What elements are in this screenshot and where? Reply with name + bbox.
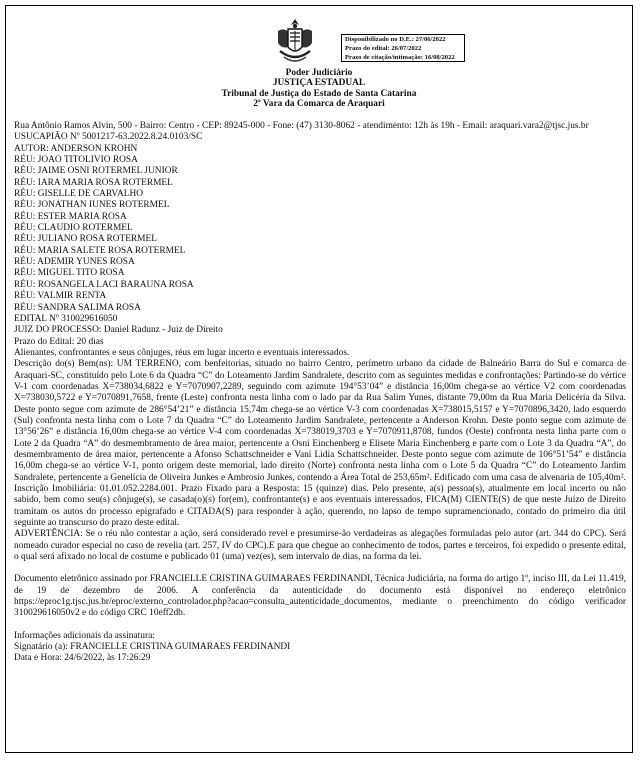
case-line: JUIZ DO PROCESSO: Daniel Radunz - Juiz de Direito bbox=[14, 325, 223, 336]
case-line: USUCAPIÃO Nº 5001217-63.2022.8.24.0103/SC bbox=[14, 132, 203, 143]
signature-datetime: Data e Hora: 24/6/2022, às 17:26:29 bbox=[14, 653, 151, 664]
case-line: RÉU: ADEMIR YUNES ROSA bbox=[14, 257, 135, 268]
edital-deadline: Prazo do edital: 26/07/2022 bbox=[345, 45, 422, 52]
case-line: AUTOR: ANDERSON KROHN bbox=[14, 143, 138, 154]
publication-date: Disponibilizado no D.E.: 27/06/2022 bbox=[345, 36, 446, 43]
property-description: Descrição do(s) Bem(ns): UM TERRENO, com benfeitorias, situado no bairro Centro, perímetro urbano da cidade de Balneário Barra do Sul e comarca de Araquari-SC, constituído pelo Lote 6 da Quadra “C” do Loteamento Jardim Sandralete, descrito com as seguintes medidas e confrontações: Partindo-se do vértice V-1 com coordenadas X=738034,6822 e Y=7070907,2289, seguindo com azimute 194°53’04” e distância 16,00m chega-se ao vértice V2 com coordenadas X=738030,5722 e Y=7070891,7658, frente (Leste) confronta nesta linha com o lado par da Rua Salim Yunes, distante 79,00m da Rua Maria Delicéria da Silva. Deste ponto segue com azimute de 286°54’21” e distância 15,74m chega-se ao vértice V-3 com coordenadas X=738015,5157 e Y=7070896,3420, lado esquerdo (Sul) confronta nesta linha com o Lote 7 da Quadra “C” do Loteamento Jardim Sandralete, pertencente a Anderson Krohn. Deste ponto segue com azimute de 13°56’26” e distância 16,00m chega-se ao vértice V-4 com coordenadas X=738019,3703 e Y=7070911,8708, fundos (Oeste) confronta nesta linha parte com o Lote 2 da Quadra “A” do desmembramento de área maior, pertencente a Osni Einchenberg e Elisete Maria Einchenberg e parte com o Lote 3 da Quadra “A”, do desmembramento de área maior, pertencente a Afonso Schattschneider e Vani Lidia Schattschneider. Deste ponto segue com azimute de 106°51’54” e distância 16,00m chega-se ao vértice V-1, ponto origem deste memorial, lado direito (Norte) confronta nesta linha com o Lote 5 da Quadra “C” do Loteamento Jardim Sandralete, pertencente a Genelícia de Oliveira Junkes e Ambrosio Junkes, contendo a Área Total de 253,65m². Edificado com uma casa de alvenaria de 105,40m². Inscrição Imobiliária: 01.01.052.2284.001. Prazo Fixado para a Resposta: 15 (quinze) dias. Pelo presente, a(s) pessoa(s), atualmente em local incerto ou não sabido, bem como seu(s) cônjuge(s), se casada(o)(s) for(em), confrontante(s) e aos eventuais interessados, FICA(M) CIENTE(S) de que neste Juízo de Direito tramitam os autos do processo epigrafado e CITADA(S) para responder à ação, querendo, no lapso de tempo supramencionado, contado do primeiro dia útil seguinte ao transcurso do prazo deste edital. bbox=[14, 359, 626, 529]
case-line: RÉU: JONATHAN IUNES ROTERMEL bbox=[14, 200, 170, 211]
coat-of-arms-icon bbox=[274, 17, 316, 67]
case-line: RÉU: ROSANGELA LACI BARAUNA ROSA bbox=[14, 279, 194, 290]
case-line: RÉU: ESTER MARIA ROSA bbox=[14, 211, 127, 222]
case-line: RÉU: JOAO TITOLIVIO ROSA bbox=[14, 155, 138, 166]
case-line: RÉU: MIGUEL TITO ROSA bbox=[14, 268, 125, 279]
court-address: Rua Antônio Ramos Alvin, 500 - Bairro: Centro - CEP: 89245-000 - Fone: (47) 3130-8062 - atendimento: 12h às 19h - Email: araquari.vara2@tjsc.jus.br bbox=[14, 121, 589, 131]
edital-page bbox=[5, 5, 633, 753]
case-line: RÉU: MARIA SALETE ROSA ROTERMEL bbox=[14, 245, 186, 256]
document-body bbox=[14, 121, 626, 665]
header-line-4: 2ª Vara da Comarca de Araquari bbox=[253, 99, 385, 110]
case-line: RÉU: JULIANO ROSA ROTERMEL bbox=[14, 234, 157, 245]
case-line: EDITAL Nº 310029616050 bbox=[14, 313, 118, 324]
case-line: RÉU: JAIME OSNI ROTERMEL JUNIOR bbox=[14, 166, 178, 177]
publication-dates-box bbox=[341, 34, 465, 62]
signature-signer: Signatário (a): FRANCIELLE CRISTINA GUIMARAES FERDINANDI bbox=[14, 642, 291, 653]
case-line: Prazo do Edital: 20 dias bbox=[14, 336, 104, 347]
case-line: RÉU: GISELLE DE CARVALHO bbox=[14, 189, 144, 200]
advertencia-paragraph: ADVERTÊNCIA: Se o réu não contestar a ação, será considerado revel e presumirse-ão verdadeiras as alegações formuladas pelo autor (art. 344 do CPC). Será nomeado curador especial no caso de revelia (art. 257, IV do CPC).E para que chegue ao conhecimento de todos, partes e terceiros, foi expedido o presente edital, o qual será afixado no local de costume e publicado 01 (uma) vez(es), sem intervalo de dias, na forma da lei. bbox=[14, 529, 626, 563]
citation-deadline: Prazo de citação/intimação: 16/08/2022 bbox=[345, 54, 455, 61]
case-line: RÉU: VALMIR RENTA bbox=[14, 291, 107, 302]
case-line: Alienantes, confrontantes e seus cônjuges, réus em lugar incerto e eventuais interessados. bbox=[14, 347, 350, 358]
court-header bbox=[6, 68, 632, 110]
header-line-1: Poder Judiciário bbox=[285, 68, 353, 78]
header-line-3: Tribunal de Justiça do Estado de Santa Catarina bbox=[221, 88, 417, 99]
signature-info-title: Informações adicionais da assinatura: bbox=[14, 630, 155, 641]
case-line: RÉU: IARA MARIA ROSA ROTERMEL bbox=[14, 177, 173, 188]
header-line-2: JUSTIÇA ESTADUAL bbox=[272, 78, 366, 89]
case-line: RÉU: CLAUDIO ROTERMEL bbox=[14, 223, 133, 234]
case-line: RÉU: SANDRA SALIMA ROSA bbox=[14, 302, 141, 313]
case-lines bbox=[14, 132, 626, 359]
electronic-signature-note: Documento eletrônico assinado por FRANCIELLE CRISTINA GUIMARAES FERDINANDI, Técnica Judiciária, na forma do artigo 1º, inciso III, da Lei 11.419, de 19 de dezembro de 2006. A conferência da autenticidade do documento está disponível no endereço eletrônico https://eproc1g.tjsc.jus.br/eproc/externo_controlador.php?acao=consulta_autenticidade_documentos, mediante o preenchimento do código verificador 310029616050v2 e do código CRC 10eff2db. bbox=[14, 574, 626, 619]
